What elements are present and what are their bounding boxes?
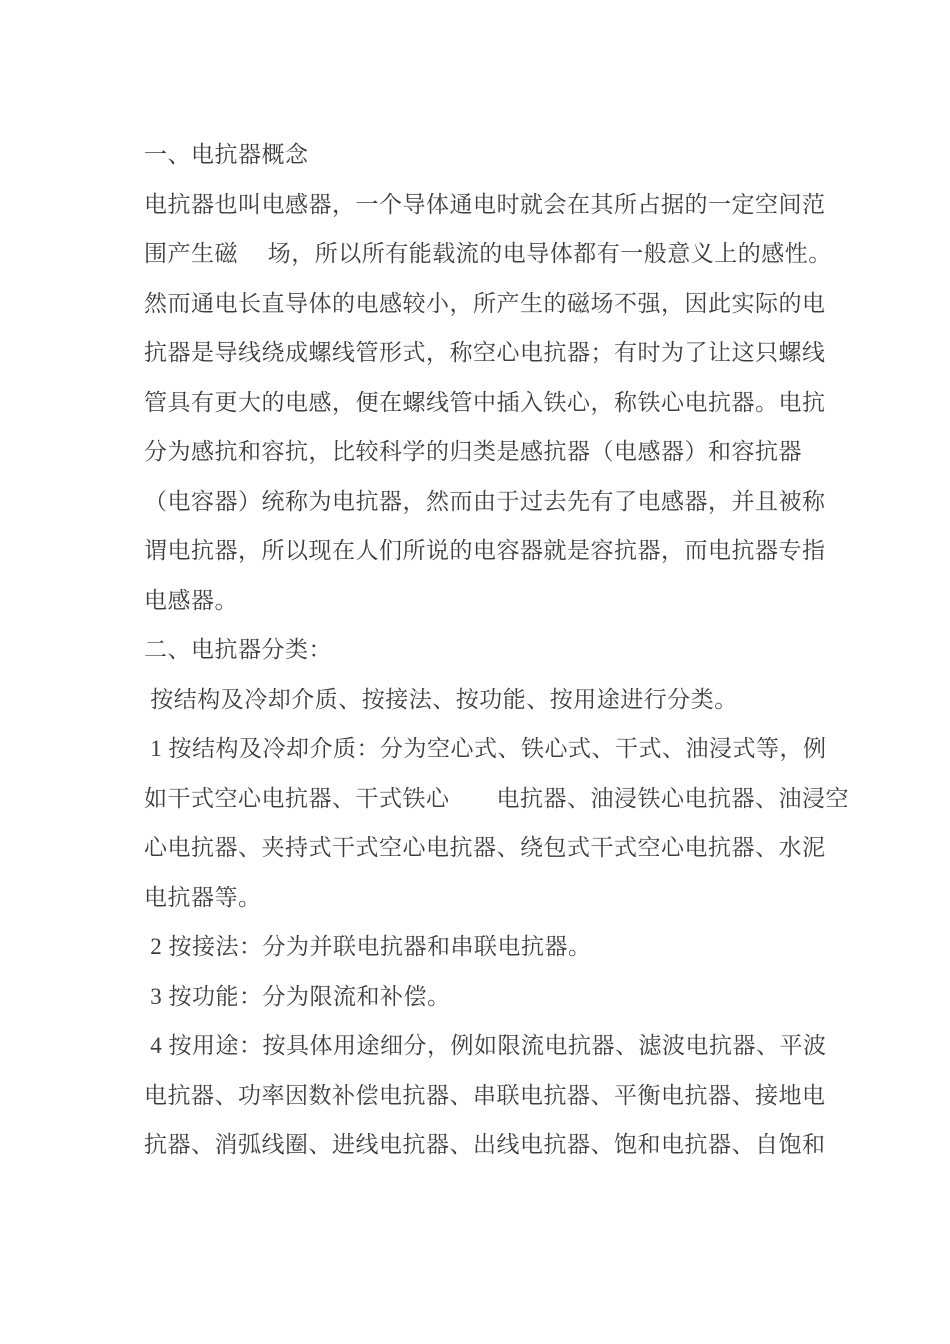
text-line: （电容器）统称为电抗器，然而由于过去先有了电感器，并且被称 (144, 488, 826, 514)
text-line: 如干式空心电抗器、干式铁心 电抗器、油浸铁心电抗器、油浸空 (144, 785, 849, 811)
text-line: 1 按结构及冷却介质：分为空心式、铁心式、干式、油浸式等，例 (144, 736, 827, 761)
heading-section-1: 一、电抗器概念 (144, 142, 309, 167)
text-line: 电抗器、功率因数补偿电抗器、串联电抗器、平衡电抗器、接地电 (144, 1082, 826, 1108)
text-line: 2 按接法：分为并联电抗器和串联电抗器。 (144, 934, 592, 959)
text-line: 4 按用途：按具体用途细分，例如限流电抗器、滤波电抗器、平波 (144, 1033, 827, 1058)
text-line: 电抗器也叫电感器，一个导体通电时就会在其所占据的一定空间范 (144, 191, 826, 217)
text-line: 抗器是导线绕成螺线管形式，称空心电抗器；有时为了让这只螺线 (144, 340, 826, 365)
text-line: 抗器、消弧线圈、进线电抗器、出线电抗器、饱和电抗器、自饱和 (144, 1132, 826, 1157)
heading-section-2: 二、电抗器分类： (144, 637, 332, 662)
text-line: 然而通电长直导体的电感较小，所产生的磁场不强，因此实际的电 (144, 290, 826, 316)
text-line: 按结构及冷却介质、按接法、按功能、按用途进行分类。 (144, 686, 738, 712)
text-line: 电感器。 (144, 587, 238, 613)
text-line: 电抗器等。 (144, 884, 262, 910)
text-line: 心电抗器、夹持式干式空心电抗器、绕包式干式空心电抗器、水泥 (144, 835, 826, 860)
text-line: 3 按功能：分为限流和补偿。 (144, 983, 451, 1009)
text-line: 围产生磁 场，所以所有能载流的电导体都有一般意义上的感性。 (144, 241, 832, 266)
text-line: 谓电抗器，所以现在人们所说的电容器就是容抗器，而电抗器专指 (144, 538, 826, 563)
text-line: 分为感抗和容抗，比较科学的归类是感抗器（电感器）和容抗器 (144, 439, 802, 464)
document-body (144, 130, 849, 1170)
text-line: 管具有更大的电感，便在螺线管中插入铁心，称铁心电抗器。电抗 (144, 389, 826, 415)
